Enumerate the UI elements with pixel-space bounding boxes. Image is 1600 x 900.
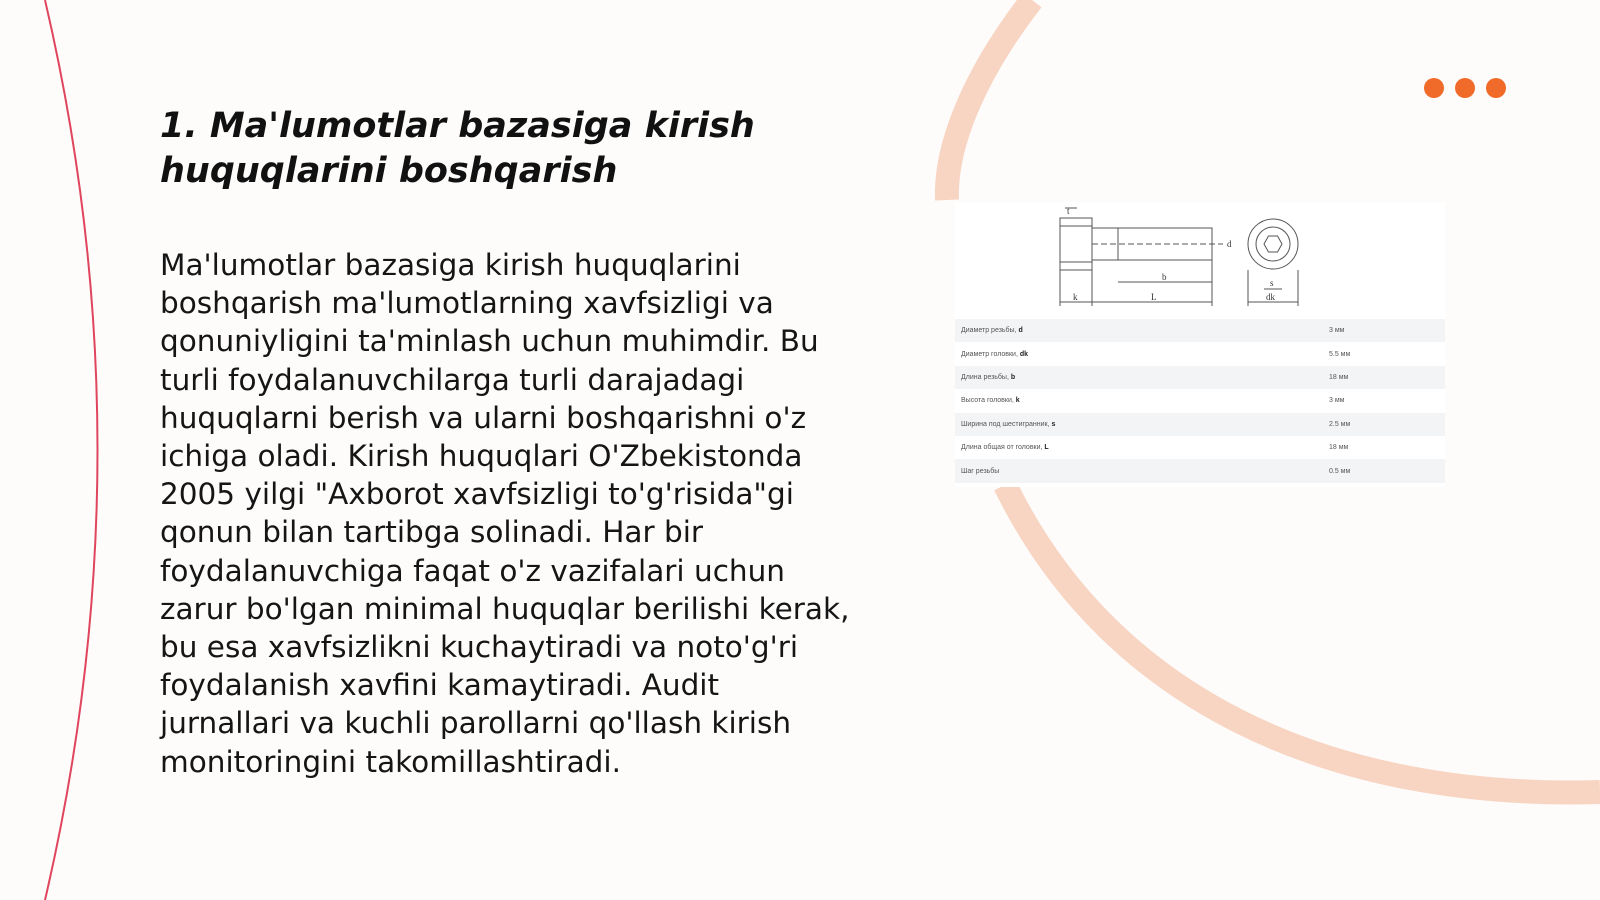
spec-row	[955, 389, 1445, 412]
spec-symbol: dk	[1019, 350, 1029, 358]
spec-row	[955, 436, 1445, 459]
spec-label: Диаметр головки,	[961, 350, 1018, 358]
drawing-label-d: d	[1227, 239, 1232, 249]
dot-icon	[1424, 78, 1444, 98]
dot-icon	[1486, 78, 1506, 98]
spec-label: Длина общая от головки,	[961, 444, 1043, 452]
spec-label: Ширина под шестигранник,	[961, 420, 1050, 428]
left-accent-curve	[45, 0, 98, 900]
drawing-label-dk: dk	[1266, 292, 1275, 302]
menu-dots	[1424, 78, 1506, 98]
spec-label-cell	[955, 389, 1323, 412]
drawing-label-L: L	[1151, 292, 1157, 302]
spec-row	[955, 413, 1445, 436]
title-line-2: huquqlarini boshqarish	[160, 151, 618, 191]
spec-symbol: d	[1018, 327, 1023, 335]
spec-label: Высота головки,	[961, 397, 1014, 405]
decorative-arc	[947, 0, 1032, 200]
spec-label-cell	[955, 413, 1323, 436]
spec-value: 2.5 мм	[1323, 413, 1445, 436]
spec-row	[955, 366, 1445, 389]
spec-table	[955, 319, 1445, 483]
spec-value: 18 мм	[1323, 366, 1445, 389]
drawing-label-b: b	[1162, 272, 1167, 282]
spec-label-cell	[955, 319, 1323, 342]
bolt-drawing	[1067, 204, 1323, 314]
dot-icon	[1455, 78, 1475, 98]
spec-symbol: s	[1051, 420, 1056, 428]
spec-row	[955, 342, 1445, 365]
spec-label-cell	[955, 436, 1323, 459]
spec-symbol: L	[1044, 444, 1049, 452]
drawing-label-k: k	[1073, 292, 1078, 302]
spec-label-cell	[955, 342, 1323, 365]
spec-row	[955, 319, 1445, 342]
drawing-label-t: t	[1067, 206, 1070, 216]
decorative-arc-lower	[1005, 485, 1600, 792]
drawing-label-s: s	[1270, 278, 1274, 288]
spec-value: 0.5 мм	[1323, 459, 1445, 482]
title-line-1: 1. Ma'lumotlar bazasiga kirish	[160, 106, 755, 146]
spec-value: 18 мм	[1329, 444, 1349, 452]
spec-value: 5.5 мм	[1329, 350, 1351, 358]
spec-value: 3 мм	[1329, 397, 1345, 405]
slide-body-text: Ma'lumotlar bazasiga kirish huquqlarini boshqarish ma'lumotlarning xavfsizligi va qonuniyligini ta'minlash uchun muhimdir. Bu turli foydalanuvchilarga turli darajadagi huquqlarni berish va ularni boshqarishni o'z ichiga oladi. Kirish huquqlari O'Zbekistonda 2005 yilgi "Axborot xavfsizligi to'g'risida"gi qonun bilan tartibga solinadi. Har bir foydalanuvchiga faqat o'z vazifalari uchun zarur bo'lgan minimal huquqlar berilishi kerak, bu esa xavfsizlikni kuchaytiradi va noto'g'ri foydalanish xavfini kamaytiradi. Audit jurnallari va kuchli parollarni qo'llash kirish monitoringini takomillashtiradi.	[160, 248, 850, 779]
bolt-spec-figure	[955, 202, 1445, 487]
spec-label-cell	[955, 366, 1323, 389]
spec-label: Шаг резьбы	[961, 467, 1000, 475]
spec-row	[955, 459, 1445, 482]
slide-title	[160, 104, 880, 194]
spec-symbol: k	[1015, 397, 1020, 405]
spec-symbol: b	[1010, 373, 1016, 381]
spec-label-cell	[955, 459, 1323, 482]
spec-value: 3 мм	[1323, 319, 1445, 342]
spec-label: Длина резьбы,	[961, 373, 1009, 381]
spec-label: Диаметр резьбы,	[961, 327, 1017, 335]
